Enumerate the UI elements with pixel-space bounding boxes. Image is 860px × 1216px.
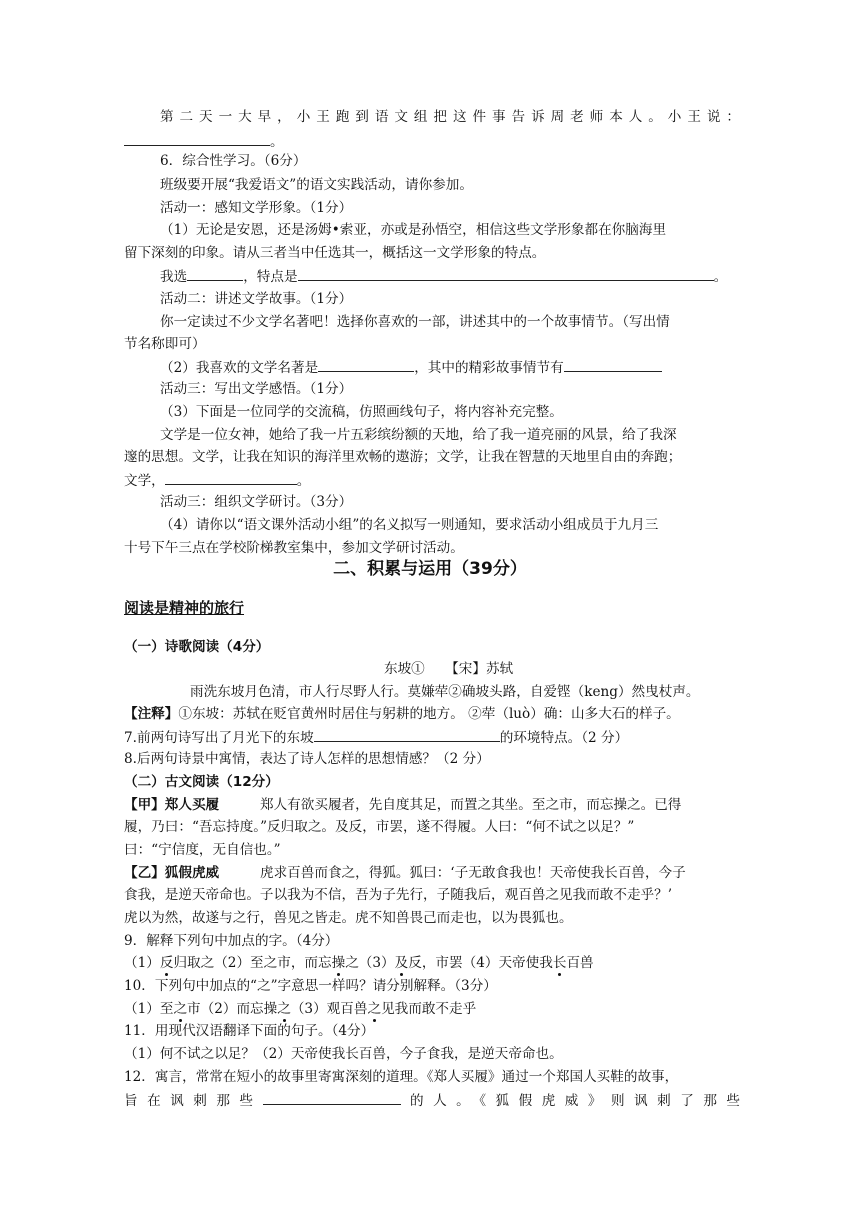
poem-note <box>124 703 740 725</box>
q10-items <box>124 998 740 1020</box>
choice-blank[interactable] <box>187 265 243 281</box>
poetry-heading: （一）诗歌阅读（4分） <box>124 639 270 655</box>
q9-items <box>124 952 740 974</box>
period: 。 <box>713 269 728 285</box>
activity-4-heading: 活动三：组织文学研讨。（3分） <box>160 494 353 510</box>
plot-label: ，其中的精彩故事情节有 <box>414 360 564 376</box>
trait-blank[interactable] <box>298 265 714 281</box>
dotted-char: 长 <box>552 955 567 971</box>
note-text: ①东坡：苏轼在贬官黄州时居住与躬耕的地方。 ②荦（luò）确：山多大石的样子。 <box>178 706 680 722</box>
activity-3-text: （3）下面是一位同学的交流稿，仿照画线句子，将内容补充完整。 <box>160 404 563 420</box>
dotted-char: 操 <box>331 955 346 971</box>
q6-title: 6．综合性学习。（6分） <box>160 153 307 169</box>
activity-2-text-2: 节名称即可） <box>124 336 206 352</box>
dotted-char: 之 <box>277 1001 291 1017</box>
note-label: 【注释】 <box>124 706 179 722</box>
text: 归取之（2）至之市，而忘 <box>173 955 332 971</box>
activity-3-passage-2: 邃的思想。文学，让我在知识的海洋里欢畅的遨游；文学，让我在智慧的天地里自由的奔跑； <box>124 449 682 465</box>
dotted-char: 之 <box>173 1001 188 1017</box>
text: 市（2）而忘操 <box>187 1001 278 1017</box>
q12-text-2: 的人。《狐假虎威》则讽刺了那些 <box>400 1093 740 1109</box>
text: 百兽 <box>566 955 594 971</box>
activity-2-heading: 活动二：讲述文学故事。（1分） <box>160 291 353 307</box>
book-label: （2）我喜欢的文学名著是 <box>160 360 319 376</box>
activity-4-text-2: 十号下午三点在学校阶梯教室集中，参加文学研讨活动。 <box>124 540 464 556</box>
literature-blank[interactable] <box>165 469 297 485</box>
q12: 12．寓言，常常在短小的故事里寄寓深刻的道理。《郑人买履》通过一个郑国人买鞋的故事， <box>124 1069 679 1085</box>
activity-3-answer <box>124 469 740 492</box>
text: 反，市罢（4）天帝使我 <box>408 955 553 971</box>
activity-2-answer <box>160 356 740 379</box>
passage-yi-text: 虎求百兽而食之，得狐。狐曰：‘子无敢食我也！天帝使我长百兽，今子 <box>260 865 686 881</box>
passage-jia-3: 曰：“宁信度，无自信也。” <box>124 842 281 858</box>
text: （3）观百兽 <box>290 1001 368 1017</box>
q6-intro: 班级要开展“我爱语文”的语文实践活动，请你参加。 <box>160 177 473 193</box>
section-heading: 二、积累与运用（39分） <box>333 559 527 579</box>
passage-yi-3: 虎以为然，故遂与之行，兽见之皆走。虎不知兽畏己而走也，以为畏狐也。 <box>124 910 573 926</box>
q7 <box>124 726 740 749</box>
literature-label: 文学， <box>124 473 165 489</box>
reading-title: 阅读是精神的旅行 <box>124 599 245 617</box>
text: 之（3） <box>345 955 395 971</box>
q11-text: （1）何不试之以足？（2）天帝使我长百兽，今子食我，是逆天帝命也。 <box>124 1046 563 1062</box>
q7-blank[interactable] <box>314 726 500 742</box>
passage-jia-text: 郑人有欲买履者，先自度其足，而置之其坐。至之市，而忘操之。已得 <box>260 797 682 813</box>
book-blank[interactable] <box>318 356 414 372</box>
activity-1-text: （1）无论是安恩，还是汤姆•索亚，亦或是孙悟空，相信这些文学形象都在你脑海里 <box>160 222 667 238</box>
poem-title: 东坡① 【宋】苏轼 <box>384 661 514 677</box>
passage-yi-1 <box>124 862 740 884</box>
q7-text: 7.前两句诗写出了月光下的东坡 <box>124 730 314 746</box>
classical-heading: （二）古文阅读（12分） <box>124 774 279 790</box>
period: 。 <box>296 473 311 489</box>
activity-2-text: 你一定读过不少文学名著吧！选择你喜欢的一部，讲述其中的一个故事情节。（写出情 <box>160 314 670 330</box>
activity-4-text: （4）请你以“语文课外活动小组”的名义拟写一则通知，要求活动小组成员于九月三 <box>160 517 659 533</box>
q5-period: 。 <box>270 134 284 150</box>
passage-jia-1 <box>124 794 740 816</box>
q12-blank[interactable] <box>263 1089 401 1105</box>
passage-jia-label: 【甲】郑人买履 <box>124 797 220 813</box>
q10: 10．下列句中加点的“之”字意思一样吗？请分别解释。（3分） <box>124 978 497 994</box>
passage-jia-2: 履，乃曰：“吾忘持度。”反归取之。及反，市罢，遂不得履。人曰：“何不试之以足？” <box>124 819 635 835</box>
text: （1） <box>124 955 160 971</box>
q9: 9．解释下列句中加点的字。（4分） <box>124 933 339 949</box>
dotted-char: 反 <box>159 955 174 971</box>
poem-body: 雨洗东坡月色清，市人行尽野人行。莫嫌荦②确坡头路，自爱铿（keng）然曳杖声。 <box>190 684 700 700</box>
q11: 11．用现代汉语翻译下面的句子。（4分） <box>124 1023 375 1039</box>
plot-blank[interactable] <box>564 356 662 372</box>
text: 见我而敢不走乎 <box>381 1001 477 1017</box>
passage-yi-label: 【乙】狐假虎威 <box>124 865 220 881</box>
passage-yi-2: 食我，是逆天帝命也。子以我为不信，吾为子先行，子随我后，观百兽之见我而敢不走乎？’ <box>124 887 673 903</box>
q8: 8.后两句诗景中寓情，表达了诗人怎样的思想情感？（2 分） <box>124 751 490 767</box>
q12-line-2 <box>124 1089 740 1112</box>
trait-label: ，特点是 <box>243 269 298 285</box>
q7-score: 的环境特点。（2 分） <box>499 730 629 746</box>
activity-1-heading: 活动一：感知文学形象。（1分） <box>160 200 353 216</box>
activity-1-text-2: 留下深刻的印象。请从三者当中任选其一，概括这一文学形象的特点。 <box>124 245 546 261</box>
text: （1）至 <box>124 1001 174 1017</box>
activity-1-answer <box>160 265 740 288</box>
q5-line: 第二天一大早，小王跑到语文组把这件事告诉周老师本人。小王说： <box>160 109 740 125</box>
dotted-char: 之 <box>367 1001 382 1017</box>
activity-3-passage-1: 文学是一位女神，她给了我一片五彩缤纷额的天地，给了我一道亮丽的风景，给了我深 <box>160 427 677 443</box>
q12-text: 旨在讽刺那些 <box>124 1093 263 1109</box>
dotted-char: 及 <box>394 955 409 971</box>
activity-3-heading: 活动三：写出文学感悟。（1分） <box>160 381 353 397</box>
answer-blank[interactable] <box>124 130 270 146</box>
choose-label: 我选 <box>160 269 188 285</box>
